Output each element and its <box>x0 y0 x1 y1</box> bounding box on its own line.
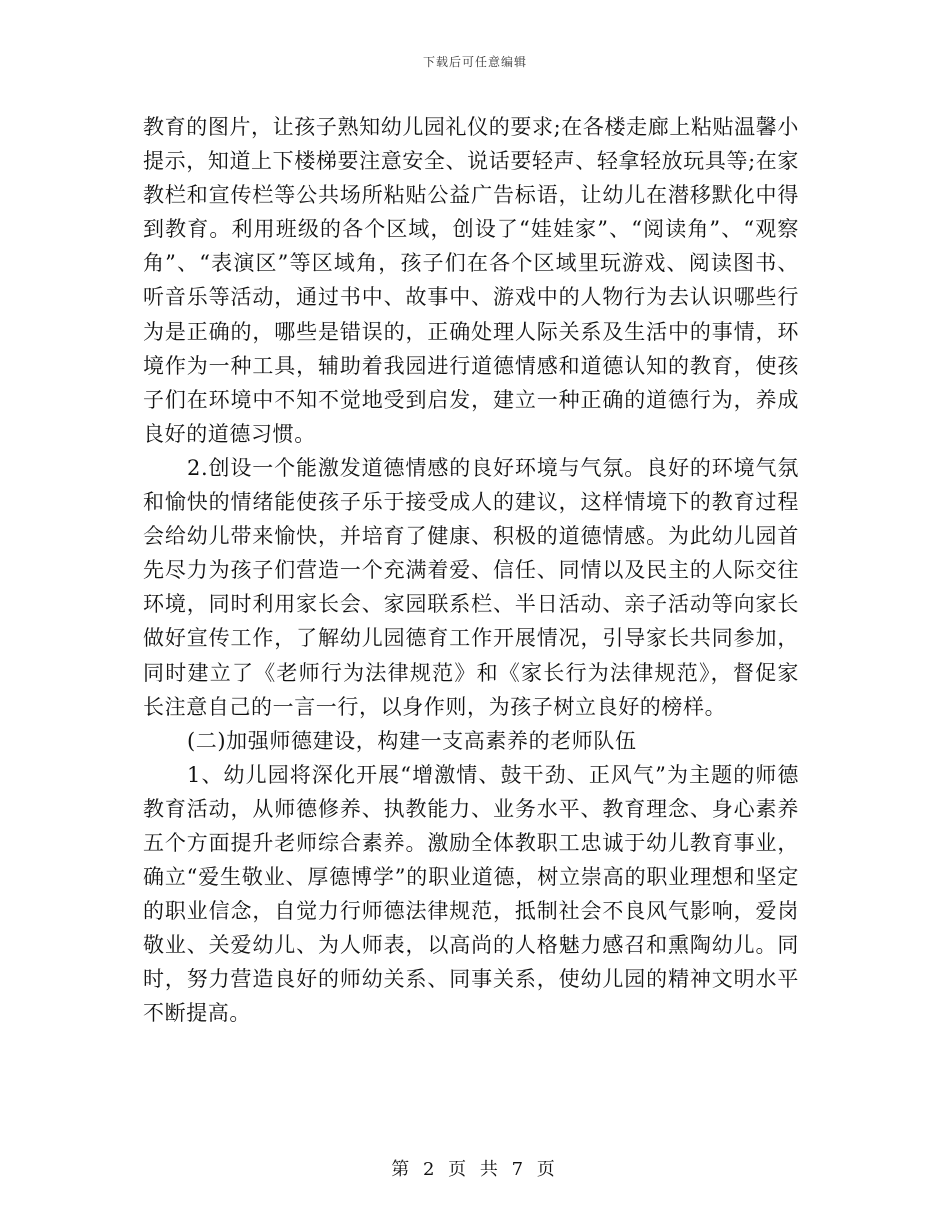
document-body <box>143 110 799 1031</box>
paragraph-teacher-ethics-activities: 1、幼儿园将深化开展“增激情、鼓干劲、正风气”为主题的师德教育活动，从师德修养、执教能力、业务水平、教育理念、身心素养五个方面提升老师综合素养。激励全体教职工忠诚于幼儿教育事业，确立“爱生敬业、厚德博学”的职业道德，树立崇高的职业理想和坚定的职业信念，自觉力行师德法律规范，抵制社会不良风气影响，爱岗敬业、关爱幼儿、为人师表，以高尚的人格魅力感召和熏陶幼儿。同时，努力营造良好的师幼关系、同事关系，使幼儿园的精神文明水平不断提高。 <box>143 762 799 1026</box>
section-heading-teacher-ethics: (二)加强师德建设，构建一支高素养的老师队伍 <box>187 728 637 753</box>
paragraph-moral-emotion: 2.创设一个能激发道德情感的良好环境与气氛。良好的环境气氛和愉快的情绪能使孩子乐于接受成人的建议，这样情境下的教育过程会给幼儿带来愉快，并培育了健康、积极的道德情感。为此幼儿园首先尽力为孩子们营造一个充满着爱、信任、同情以及民主的人际交往环境，同时利用家长会、家园联系栏、半日活动、亲子活动等向家长做好宣传工作，了解幼儿园德育工作开展情况，引导家长共同参加，同时建立了《老师行为法律规范》和《家长行为法律规范》，督促家长注意自己的一言一行，以身作则，为孩子树立良好的榜样。 <box>143 455 799 719</box>
paragraph-environment-education: 教育的图片，让孩子熟知幼儿园礼仪的要求;在各楼走廊上粘贴温馨小提示，知道上下楼梯要注意安全、说话要轻声、轻拿轻放玩具等;在家教栏和宣传栏等公共场所粘贴公益广告标语，让幼儿在潜移默化中得到教育。利用班级的各个区域，创设了“娃娃家”、“阅读角”、“观察角”、“表演区”等区域角，孩子们在各个区域里玩游戏、阅读图书、听音乐等活动，通过书中、故事中、游戏中的人物行为去认识哪些行为是正确的，哪些是错误的，正确处理人际关系及生活中的事情，环境作为一种工具，辅助着我园进行道德情感和道德认知的教育，使孩子们在环境中不知不觉地受到启发，建立一种正确的道德行为，养成良好的道德习惯。 <box>143 115 799 446</box>
page-number: 第 2 页 共 7 页 <box>391 1159 559 1180</box>
page-header: 下载后可任意编辑 <box>422 55 527 69</box>
